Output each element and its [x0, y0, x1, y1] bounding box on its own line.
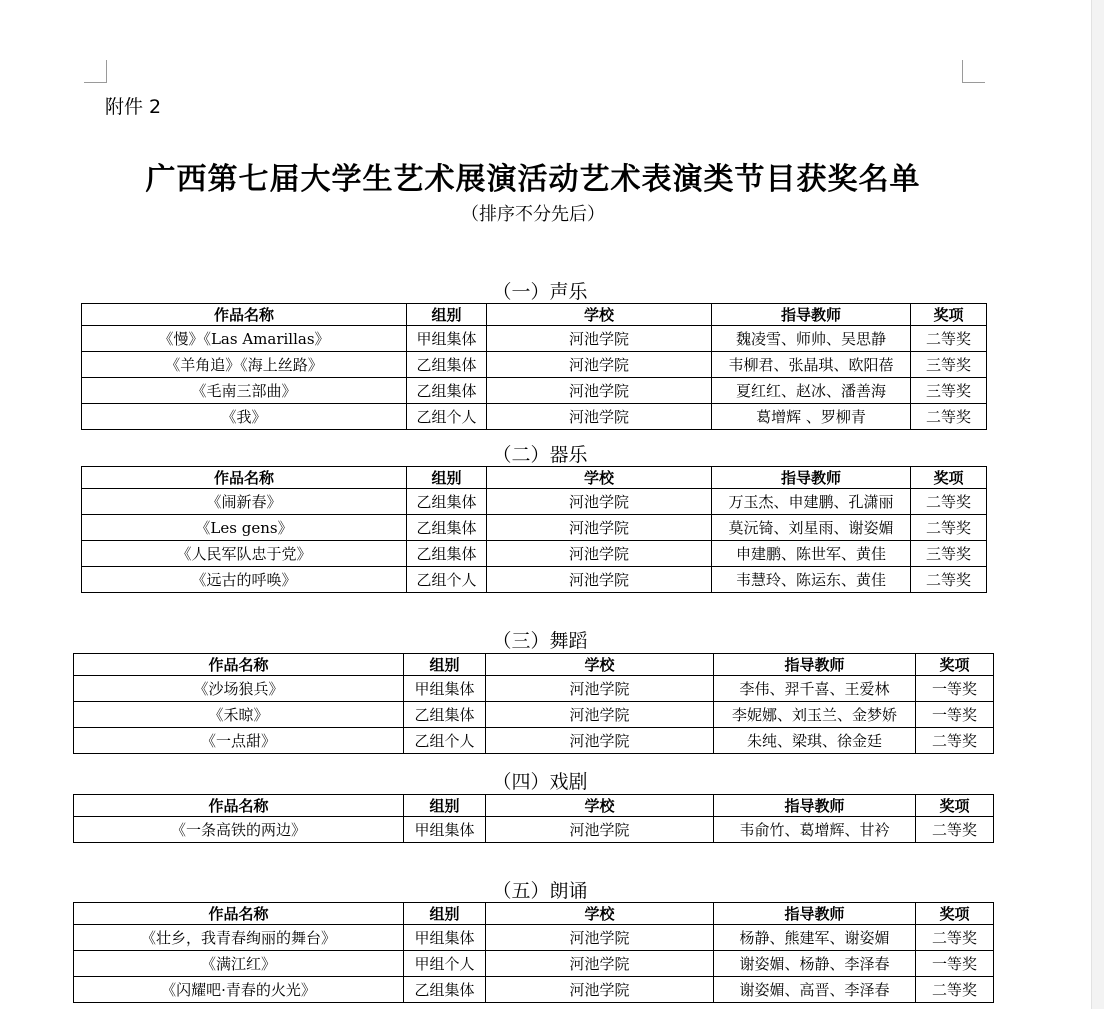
column-header-work: 作品名称 [74, 654, 404, 676]
table-header-row [74, 654, 994, 676]
dance-table [73, 653, 994, 754]
cell-work: 《禾晾》 [74, 702, 404, 728]
cell-work: 《一条高铁的两边》 [74, 817, 404, 843]
cell-group: 甲组个人 [404, 951, 486, 977]
cell-award: 一等奖 [916, 951, 994, 977]
cell-school: 河池学院 [487, 515, 712, 541]
cell-award: 二等奖 [916, 977, 994, 1003]
table-row [82, 515, 987, 541]
column-header-school: 学校 [487, 467, 712, 489]
cell-award: 三等奖 [911, 541, 987, 567]
cell-award: 二等奖 [916, 817, 994, 843]
cell-award: 二等奖 [916, 728, 994, 754]
section-heading-recitation: （五）朗诵 [492, 880, 588, 902]
cell-group: 乙组集体 [407, 352, 487, 378]
table-header-row [82, 467, 987, 489]
cell-instructors: 韦慧玲、陈运东、黄佳 [712, 567, 911, 593]
column-header-award: 奖项 [911, 304, 987, 326]
section-heading-dance: （三）舞蹈 [492, 630, 588, 652]
table-row [82, 352, 987, 378]
cell-group: 乙组个人 [407, 567, 487, 593]
cell-instructors: 葛增辉 、罗柳青 [712, 404, 911, 430]
cell-instructors: 万玉杰、申建鹏、孔潇丽 [712, 489, 911, 515]
cell-school: 河池学院 [486, 977, 714, 1003]
crop-mark-top-left [84, 60, 107, 83]
cell-group: 甲组集体 [404, 676, 486, 702]
column-header-award: 奖项 [916, 903, 994, 925]
cell-group: 甲组集体 [404, 925, 486, 951]
cell-school: 河池学院 [487, 352, 712, 378]
document-subtitle: （排序不分先后） [461, 204, 605, 225]
column-header-group: 组别 [404, 795, 486, 817]
cell-work: 《沙场狼兵》 [74, 676, 404, 702]
column-header-award: 奖项 [916, 654, 994, 676]
table-row [82, 489, 987, 515]
table-row [82, 541, 987, 567]
cell-group: 乙组集体 [407, 489, 487, 515]
column-header-school: 学校 [487, 304, 712, 326]
cell-group: 甲组集体 [404, 817, 486, 843]
cell-group: 乙组集体 [404, 977, 486, 1003]
cell-school: 河池学院 [486, 817, 714, 843]
column-header-instructors: 指导教师 [712, 304, 911, 326]
cell-school: 河池学院 [486, 951, 714, 977]
cell-instructors: 申建鹏、陈世军、黄佳 [712, 541, 911, 567]
cell-award: 一等奖 [916, 702, 994, 728]
cell-award: 二等奖 [911, 515, 987, 541]
column-header-group: 组别 [404, 903, 486, 925]
cell-award: 三等奖 [911, 352, 987, 378]
table-row [82, 567, 987, 593]
column-header-work: 作品名称 [82, 304, 407, 326]
table-row [74, 951, 994, 977]
column-header-award: 奖项 [911, 467, 987, 489]
cell-school: 河池学院 [487, 378, 712, 404]
cell-school: 河池学院 [487, 404, 712, 430]
column-header-school: 学校 [486, 903, 714, 925]
column-header-school: 学校 [486, 654, 714, 676]
column-header-instructors: 指导教师 [714, 795, 916, 817]
vocal-table [81, 303, 987, 430]
table-header-row [74, 903, 994, 925]
cell-instructors: 杨静、熊建军、谢姿媚 [714, 925, 916, 951]
cell-award: 二等奖 [916, 925, 994, 951]
cell-award: 二等奖 [911, 489, 987, 515]
cell-group: 乙组集体 [404, 702, 486, 728]
cell-group: 乙组集体 [407, 378, 487, 404]
column-header-group: 组别 [407, 304, 487, 326]
cell-instructors: 谢姿媚、杨静、李泽春 [714, 951, 916, 977]
recitation-table [73, 902, 994, 1003]
cell-work: 《人民军队忠于党》 [82, 541, 407, 567]
cell-school: 河池学院 [486, 702, 714, 728]
column-header-group: 组别 [407, 467, 487, 489]
cell-instructors: 韦柳君、张晶琪、欧阳蓓 [712, 352, 911, 378]
section-heading-vocal: （一）声乐 [492, 281, 588, 303]
cell-instructors: 李伟、羿千喜、王爱林 [714, 676, 916, 702]
cell-school: 河池学院 [487, 541, 712, 567]
cell-school: 河池学院 [486, 925, 714, 951]
instrumental-table [81, 466, 987, 593]
column-header-group: 组别 [404, 654, 486, 676]
cell-work: 《毛南三部曲》 [82, 378, 407, 404]
cell-instructors: 魏凌雪、师帅、吴思静 [712, 326, 911, 352]
column-header-work: 作品名称 [82, 467, 407, 489]
crop-mark-top-right [962, 60, 985, 83]
cell-work: 《满江红》 [74, 951, 404, 977]
table-header-row [74, 795, 994, 817]
cell-work: 《一点甜》 [74, 728, 404, 754]
vertical-scrollbar[interactable] [1091, 0, 1104, 1009]
cell-instructors: 谢姿媚、高晋、李泽春 [714, 977, 916, 1003]
cell-instructors: 莫沅锜、刘星雨、谢姿媚 [712, 515, 911, 541]
cell-work: 《羊角追》《海上丝路》 [82, 352, 407, 378]
table-row [74, 702, 994, 728]
cell-school: 河池学院 [487, 489, 712, 515]
table-row [74, 728, 994, 754]
annex-label: 附件 2 [105, 96, 162, 118]
table-row [74, 925, 994, 951]
column-header-work: 作品名称 [74, 795, 404, 817]
cell-group: 乙组集体 [407, 515, 487, 541]
column-header-school: 学校 [486, 795, 714, 817]
cell-work: 《闹新春》 [82, 489, 407, 515]
table-row [74, 676, 994, 702]
section-heading-instrumental: （二）器乐 [492, 444, 588, 466]
column-header-instructors: 指导教师 [714, 903, 916, 925]
cell-award: 一等奖 [916, 676, 994, 702]
drama-table [73, 794, 994, 843]
cell-group: 乙组集体 [407, 541, 487, 567]
cell-award: 二等奖 [911, 326, 987, 352]
cell-group: 乙组个人 [404, 728, 486, 754]
cell-instructors: 韦俞竹、葛增辉、甘衿 [714, 817, 916, 843]
cell-instructors: 朱纯、梁琪、徐金廷 [714, 728, 916, 754]
cell-work: 《我》 [82, 404, 407, 430]
table-row [82, 404, 987, 430]
cell-award: 二等奖 [911, 567, 987, 593]
table-row [74, 817, 994, 843]
cell-work: 《远古的呼唤》 [82, 567, 407, 593]
cell-group: 乙组个人 [407, 404, 487, 430]
section-heading-drama: （四）戏剧 [492, 771, 588, 793]
table-row [82, 326, 987, 352]
cell-school: 河池学院 [486, 676, 714, 702]
cell-work: 《壮乡，我青春绚丽的舞台》 [74, 925, 404, 951]
column-header-award: 奖项 [916, 795, 994, 817]
cell-school: 河池学院 [487, 567, 712, 593]
cell-instructors: 夏红红、赵冰、潘善海 [712, 378, 911, 404]
column-header-instructors: 指导教师 [714, 654, 916, 676]
cell-award: 三等奖 [911, 378, 987, 404]
cell-award: 二等奖 [911, 404, 987, 430]
cell-group: 甲组集体 [407, 326, 487, 352]
table-row [82, 378, 987, 404]
column-header-work: 作品名称 [74, 903, 404, 925]
cell-instructors: 李妮娜、刘玉兰、金梦娇 [714, 702, 916, 728]
cell-school: 河池学院 [487, 326, 712, 352]
document-title: 广西第七届大学生艺术展演活动艺术表演类节目获奖名单 [145, 162, 921, 197]
cell-school: 河池学院 [486, 728, 714, 754]
table-header-row [82, 304, 987, 326]
cell-work: 《慢》《Las Amarillas》 [82, 326, 407, 352]
cell-work: 《闪耀吧·青春的火光》 [74, 977, 404, 1003]
cell-work: 《Les gens》 [82, 515, 407, 541]
table-row [74, 977, 994, 1003]
column-header-instructors: 指导教师 [712, 467, 911, 489]
